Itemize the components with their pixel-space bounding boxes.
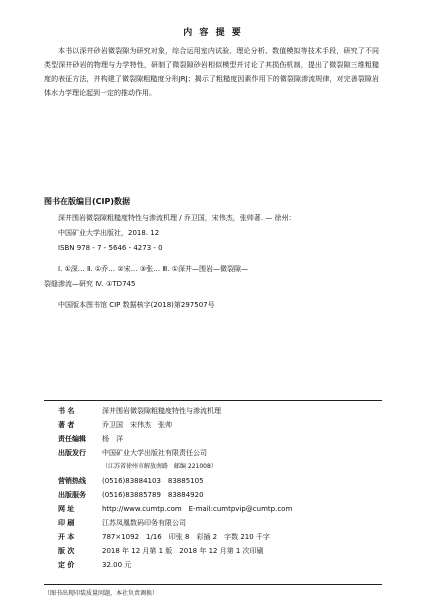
cip-isbn-line: ISBN 978 - 7 - 5646 - 4273 - 0	[58, 244, 163, 252]
colophon-row-website	[58, 502, 378, 516]
colophon-label: 定 价	[58, 561, 75, 569]
colophon-value: (0516)83885789 83884920	[102, 491, 204, 499]
cip-title-line: 深井围岩微裂隙粗糙度特性与渗流机理 / 乔卫国，宋伟杰，张帅著. — 徐州：	[58, 214, 296, 222]
colophon-value: 中国矿业大学出版社有限责任公司	[102, 449, 207, 457]
abstract-paragraph: 本书以深井砂岩微裂隙为研究对象，综合运用室内试验、理论分析、数值模拟等技术手段，研究了不同类型深井砂岩的物理与力学特性，研制了微裂隙砂岩相似模型并讨论了其损伤机制，提出了微裂隙三维粗糙度的表征方法，并构建了微裂隙粗糙度分形JRJ；揭示了粗糙度因素作用下的微裂隙渗流规律，对完善裂隙岩体水力学理论起到一定的推动作用。	[44, 47, 379, 97]
colophon-label: 开 本	[58, 533, 75, 541]
colophon-label	[58, 460, 102, 474]
colophon-label: 书 名	[58, 407, 75, 415]
colophon-top-rule	[44, 400, 382, 401]
cip-data-block	[44, 211, 379, 313]
colophon-row-title	[58, 404, 378, 418]
colophon-row-printer	[58, 516, 378, 530]
colophon-label: 责任编辑	[58, 435, 86, 443]
colophon-value: （江苏省徐州市解放南路 邮编 221008）	[102, 463, 217, 470]
colophon-label: 网 址	[58, 505, 75, 513]
colophon-value: 深井围岩微裂隙粗糙度特性与渗流机理	[102, 407, 221, 415]
colophon-value: 乔卫国 宋伟杰 张帅	[102, 421, 172, 429]
colophon	[58, 404, 378, 572]
abstract-body	[44, 44, 379, 100]
colophon-value: 787×1092 1/16 印张 8 彩插 2 字数 210 千字	[102, 533, 270, 541]
cip-record-number: 中国版本图书馆 CIP 数据核字(2018)第297507号	[58, 301, 215, 309]
colophon-label: 著 者	[58, 421, 75, 429]
colophon-row-publishing-service	[58, 488, 378, 502]
colophon-label: 营销热线	[58, 477, 86, 485]
abstract-title: 内 容 提 要	[183, 28, 243, 38]
cip-classification-continuation: 裂缝渗流—研究 Ⅳ. ①TD745	[44, 280, 136, 288]
colophon-value: http://www.cumtp.com E-mail:cumtpvip@cumtp.com	[102, 505, 293, 513]
colophon-value: 江苏凤凰数码印务有限公司	[102, 519, 186, 527]
cip-classification-line: Ⅰ. ①深… Ⅱ. ①乔… ②宋… ③张… Ⅲ. ①深井—围岩—微裂隙—	[58, 265, 248, 273]
colophon-row-publisher	[58, 446, 378, 460]
colophon-label: 出版发行	[58, 449, 86, 457]
colophon-row-authors	[58, 418, 378, 432]
colophon-value: 2018 年 12 月第 1 版 2018 年 12 月第 1 次印刷	[102, 547, 264, 555]
colophon-value: (0516)83884103 83885105	[102, 477, 204, 485]
colophon-row-editor	[58, 432, 378, 446]
colophon-row-format	[58, 530, 378, 544]
colophon-label: 版 次	[58, 547, 75, 555]
cip-publisher-line: 中国矿业大学出版社，2018. 12	[58, 229, 160, 237]
colophon-label: 出版服务	[58, 491, 86, 499]
colophon-value: 32.00 元	[102, 561, 132, 569]
cip-heading: 图书在版编目(CIP)数据	[44, 197, 131, 206]
quality-guarantee-note: （图书出现印装质量问题，本社负责调换）	[44, 590, 159, 597]
colophon-value: 杨 洋	[102, 435, 123, 443]
colophon-row-address	[58, 460, 378, 474]
colophon-bottom-rule	[44, 584, 382, 585]
colophon-row-edition	[58, 544, 378, 558]
colophon-row-price	[58, 558, 378, 572]
colophon-row-sales-hotline	[58, 474, 378, 488]
colophon-label: 印 刷	[58, 519, 75, 527]
